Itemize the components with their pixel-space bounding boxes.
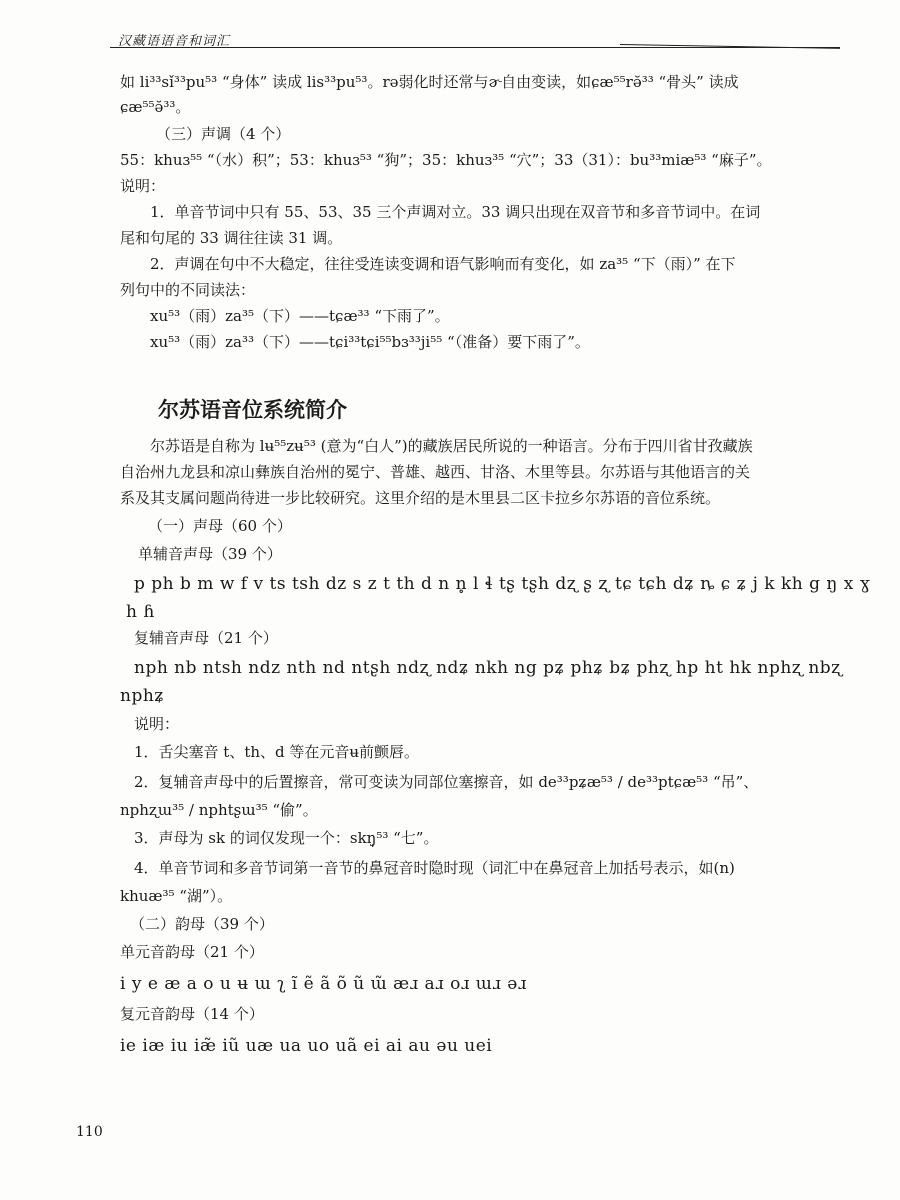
page-number: 110 — [76, 1124, 103, 1140]
subheading-initials: （一）声母（60 个） — [148, 517, 292, 535]
example-line: xu⁵³（雨）za³³（下）——tɕi³³tɕi⁵⁵bɜ³³ji⁵⁵ “（准备）要下雨了”。 — [150, 333, 590, 351]
note-item: 3．声母为 sk 的词仅发现一个：skŋ̩⁵³ “七”。 — [134, 829, 439, 847]
text-line: ɕæ⁵⁵ə̆³³。 — [120, 98, 191, 116]
consonant-cluster-list: nphʑ — [120, 686, 165, 706]
notes-label: 说明： — [120, 177, 166, 195]
vowel-list: i y e æ a o u ʉ ɯ ʅ ĩ ẽ ã õ ũ ɯ̃ æɹ aɹ oɹ ɯɹ əɹ — [120, 974, 527, 994]
consonant-list: p ph b m w f v ts tsh dz s z t th d n n̥ l ɬ tʂ tʂh dʐ ʂ ʐ tɕ tɕh dʑ ȵ ɕ ʑ j k kh g ŋ x ɣ — [134, 574, 871, 594]
consonant-cluster-list: nph nb ntsh ndz nth nd ntʂh ndʐ ndʑ nkh ng pʑ phʑ bʑ phʐ hp ht hk nphʐ nbʐ — [134, 658, 842, 678]
text-line: 1．单音节词中只有 55、53、35 三个声调对立。33 调只出现在双音节和多音节词中。在词 — [150, 203, 761, 221]
subheading-complex-consonants: 复辅音声母（21 个） — [134, 629, 278, 647]
paragraph-line: 自治州九龙县和凉山彝族自治州的冕宁、普雄、越西、甘洛、木里等县。尔苏语与其他语言的关 — [120, 463, 751, 481]
note-item: khuæ³⁵ “湖”）。 — [120, 887, 233, 905]
text-line: 列句中的不同读法： — [120, 281, 256, 299]
running-header — [0, 0, 900, 60]
note-item: nphʐɯ³⁵ / nphtʂɯ³⁵ “偷”。 — [120, 801, 318, 819]
subheading-tones: （三）声调（4 个） — [156, 125, 291, 143]
subheading-monophthongs: 单元音韵母（21 个） — [120, 943, 264, 961]
paragraph-line: 系及其支属问题尚待进一步比较研究。这里介绍的是木里县二区卡拉乡尔苏语的音位系统。 — [120, 489, 721, 507]
section-title: 尔苏语音位系统简介 — [158, 398, 347, 422]
text-line: 2．声调在句中不大稳定，往往受连读变调和语气影响而有变化，如 za³⁵ “下（雨）” 在下 — [150, 255, 736, 273]
text-line: 尾和句尾的 33 调往往读 31 调。 — [120, 229, 343, 247]
subheading-diphthongs: 复元音韵母（14 个） — [120, 1005, 264, 1023]
text-line: 55：khuɜ⁵⁵ “（水）积”；53：khuɜ⁵³ “狗”；35：khuɜ³⁵ “穴”；33（31）：bu³³miæ⁵³ “麻子”。 — [120, 151, 772, 169]
subheading-finals: （二）韵母（39 个） — [130, 915, 274, 933]
running-title: 汉藏语语音和词汇 — [118, 34, 231, 49]
example-line: xu⁵³（雨）za³⁵（下）——tɕæ³³ “下雨了”。 — [150, 307, 450, 325]
note-item: 4．单音节词和多音节词第一音节的鼻冠音时隐时现（词汇中在鼻冠音上加括号表示，如(n) — [134, 859, 735, 877]
vowel-cluster-list: ie iæ iu iæ̃ iũ uæ ua uo uã ei ai au əu uei — [120, 1036, 493, 1056]
note-item: 2．复辅音声母中的后置擦音，常可变读为同部位塞擦音，如 de³³pʑæ⁵³ / de³³ptɕæ⁵³ “吊”、 — [134, 773, 759, 791]
text-line: 如 li³³sǐ³³pu⁵³ “身体” 读成 lis³³pu⁵³。rə弱化时还常与ɚ自由变读，如ɕæ⁵⁵rə̆³³ “骨头” 读成 — [120, 73, 739, 91]
subheading-single-consonants: 单辅音声母（39 个） — [138, 545, 282, 563]
notes-label: 说明： — [134, 715, 180, 733]
consonant-list: h ɦ — [126, 602, 155, 622]
header-rule — [110, 47, 840, 48]
paragraph-line: 尔苏语是自称为 lʉ⁵⁵zʉ⁵³ (意为“白人”)的藏族居民所说的一种语言。分布于四川省甘孜藏族 — [150, 437, 753, 455]
note-item: 1．舌尖塞音 t、th、d 等在元音ʉ前颤唇。 — [134, 743, 420, 761]
